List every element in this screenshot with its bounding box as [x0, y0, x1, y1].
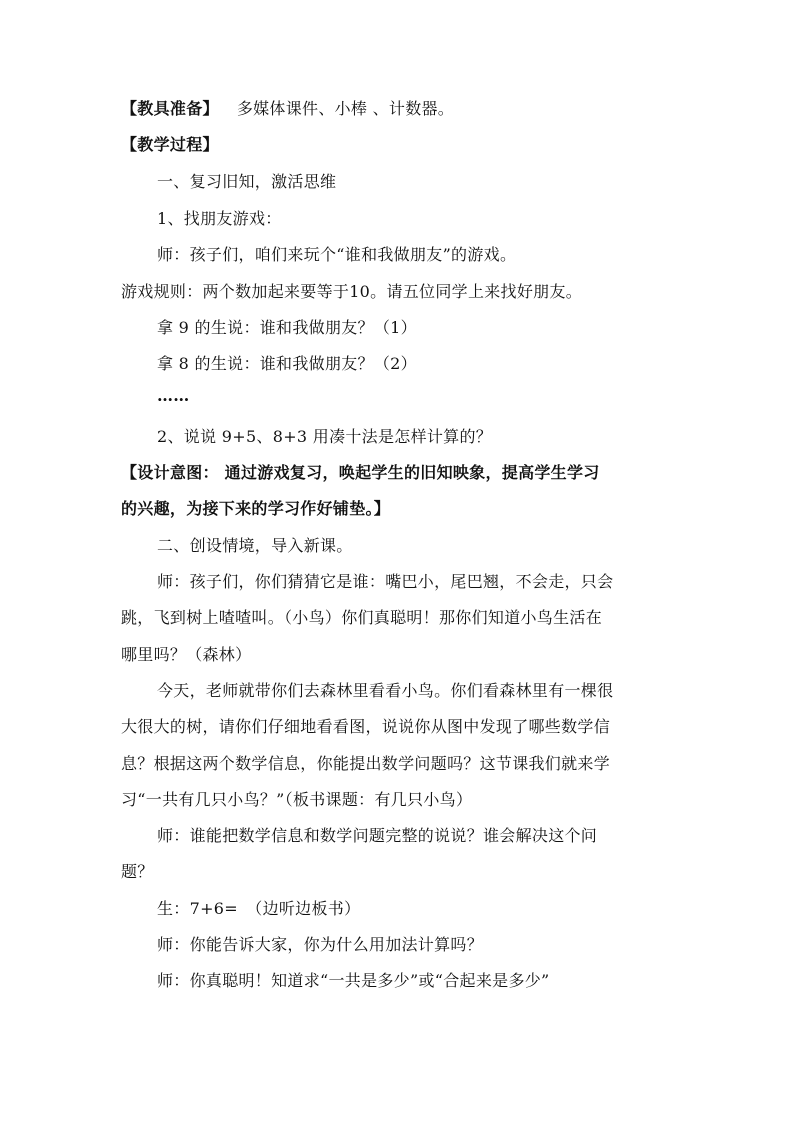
paragraph-line: 拿 9 的生说：谁和我做朋友？（1）: [157, 318, 417, 337]
design-intent-line: 的兴趣，为接下来的学习作好铺垫。】: [121, 499, 391, 518]
paragraph-line: 2、说说 9+5、8+3 用凑十法是怎样计算的？: [157, 427, 493, 446]
section-heading-new-lesson: 二、创设情境，导入新课。: [157, 536, 353, 555]
section-heading-review: 一、复习旧知，激活思维: [157, 172, 337, 191]
paragraph-line: 师：你能告诉大家，你为什么用加法计算吗？: [157, 935, 484, 954]
paragraph-line: 今天，老师就带你们去森林里看看小鸟。你们看森林里有一棵很: [157, 681, 614, 700]
paragraph-line: 师：谁能把数学信息和数学问题完整的说说？谁会解决这个问: [157, 826, 598, 845]
ellipsis-line: ……: [157, 386, 190, 405]
paragraph-line: 师：孩子们，你们猜猜它是谁：嘴巴小，尾巴翘，不会走，只会: [157, 572, 614, 591]
paragraph-line: 师：孩子们，咱们来玩个“谁和我做朋友”的游戏。: [157, 245, 517, 264]
paragraph-line: 拿 8 的生说：谁和我做朋友？（2）: [157, 354, 417, 373]
paragraph-line: 息？根据这两个数学信息，你能提出数学问题吗？这节课我们就来学: [121, 754, 611, 773]
paragraph-line: 1、找朋友游戏：: [157, 209, 282, 228]
design-intent-line: 【设计意图： 通过游戏复习，唤起学生的旧知映象，提高学生学习: [121, 463, 600, 482]
paragraph-line: 大很大的树，请你们仔细地看看图，说说你从图中发现了哪些数学信: [121, 717, 611, 736]
paragraph-line: 生：7+6= （边听边板书）: [157, 899, 361, 918]
paragraph-line: 师：你真聪明！知道求“一共是多少”或“合起来是多少”: [157, 971, 550, 990]
paragraph-line: 题？: [121, 862, 154, 881]
paragraph-line: 游戏规则：两个数加起来要等于10。请五位同学上来找好朋友。: [121, 282, 583, 301]
paragraph-line: 哪里吗？（森林）: [121, 645, 252, 664]
materials-content: 多媒体课件、小棒 、计数器。: [236, 99, 455, 118]
materials-row: [121, 99, 681, 119]
paragraph-line: 习“一共有几只小鸟？”（板书课题：有几只小鸟）: [121, 790, 473, 809]
materials-label: 【教具准备】: [121, 99, 219, 118]
paragraph-line: 跳，飞到树上喳喳叫。（小鸟）你们真聪明！那你们知道小鸟生活在: [121, 608, 603, 627]
process-heading: 【教学过程】: [121, 135, 219, 154]
